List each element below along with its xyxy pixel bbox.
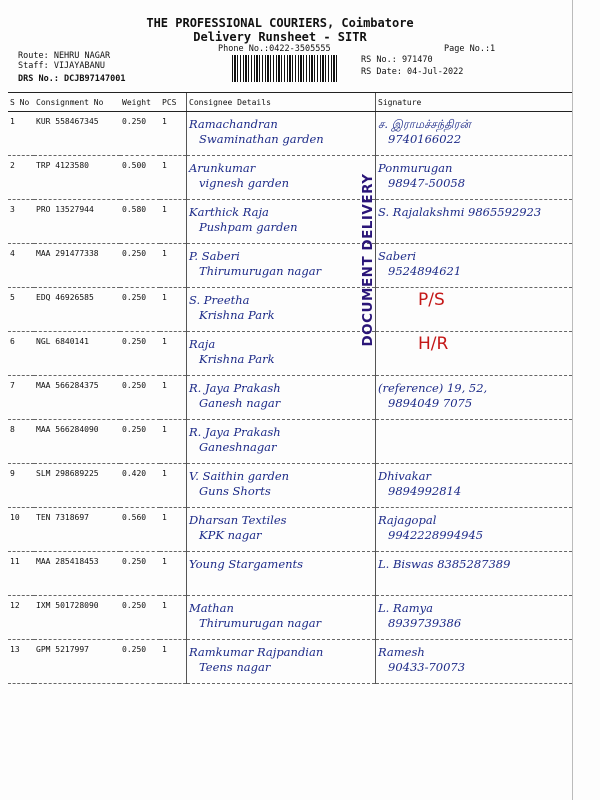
document-delivery-stamp	[357, 160, 379, 360]
row-consignee	[187, 112, 376, 156]
staff-label: Staff: VIJAYABANU	[18, 61, 105, 71]
consignee-address: Ganesh nagar	[199, 396, 281, 410]
row-signature	[376, 552, 573, 596]
signature-phone: 9942228994945	[388, 528, 484, 542]
row-pcs: 1	[160, 244, 187, 288]
signature-mark: Dhivakar	[378, 469, 431, 483]
row-weight: 0.250	[120, 112, 160, 156]
row-consignee	[187, 464, 376, 508]
col-weight: Weight	[120, 93, 160, 112]
table-row	[8, 200, 572, 244]
consignee-name: Mathan	[189, 601, 234, 615]
row-signature	[376, 112, 573, 156]
row-consignment-no: MAA 566284090	[34, 420, 120, 464]
table-row	[8, 420, 572, 464]
row-signature	[376, 332, 573, 376]
consignee-address: KPK nagar	[199, 528, 262, 542]
barcode-icon	[232, 55, 337, 82]
col-signature: Signature	[376, 93, 573, 112]
row-consignee	[187, 640, 376, 684]
row-pcs: 1	[160, 332, 187, 376]
row-pcs: 1	[160, 376, 187, 420]
row-consignee	[187, 552, 376, 596]
signature-phone: 8939739386	[388, 616, 462, 630]
row-consignment-no: MAA 291477338	[34, 244, 120, 288]
row-pcs: 1	[160, 552, 187, 596]
consignee-address: Thirumurugan nagar	[199, 264, 322, 278]
row-consignment-no: MAA 285418453	[34, 552, 120, 596]
table-row	[8, 596, 572, 640]
stamp-text: DOCUMENT DELIVERY	[360, 173, 376, 347]
row-pcs: 1	[160, 288, 187, 332]
row-pcs: 1	[160, 640, 187, 684]
row-pcs: 1	[160, 420, 187, 464]
consignee-name: R. Jaya Prakash	[189, 381, 281, 395]
consignee-name: Dharsan Textiles	[189, 513, 287, 527]
table-row	[8, 552, 572, 596]
row-sno: 11	[8, 552, 34, 596]
consignee-name: Young Stargaments	[189, 557, 304, 571]
row-sno: 3	[8, 200, 34, 244]
table-row	[8, 640, 572, 684]
row-signature	[376, 376, 573, 420]
row-consignment-no: SLM 298689225	[34, 464, 120, 508]
row-sno: 12	[8, 596, 34, 640]
consignee-name: S. Preetha	[189, 293, 250, 307]
consignee-address: Thirumurugan nagar	[199, 616, 322, 630]
row-weight: 0.580	[120, 200, 160, 244]
row-consignee	[187, 288, 376, 332]
route-label: Route: NEHRU NAGAR	[18, 51, 111, 61]
consignee-address: Teens nagar	[199, 660, 271, 674]
page-edge	[572, 0, 573, 800]
row-weight: 0.250	[120, 552, 160, 596]
consignee-name: Karthick Raja	[189, 205, 269, 219]
row-signature	[376, 288, 573, 332]
row-consignment-no: TEN 7318697	[34, 508, 120, 552]
row-consignee	[187, 332, 376, 376]
consignee-address: Guns Shorts	[199, 484, 271, 498]
col-sno: S No	[8, 93, 34, 112]
signature-mark: (reference) 19, 52,	[378, 381, 488, 395]
row-sno: 13	[8, 640, 34, 684]
table-row	[8, 332, 572, 376]
page-number: Page No.:1	[444, 44, 496, 54]
row-sno: 7	[8, 376, 34, 420]
table-row	[8, 112, 572, 156]
signature-mark: L. Ramya	[378, 601, 433, 615]
row-consignment-no: PRO 13527944	[34, 200, 120, 244]
row-signature	[376, 596, 573, 640]
row-weight: 0.250	[120, 596, 160, 640]
row-consignment-no: MAA 566284375	[34, 376, 120, 420]
signature-mark: P/S	[418, 290, 445, 310]
consignee-address: Pushpam garden	[199, 220, 298, 234]
row-weight: 0.420	[120, 464, 160, 508]
signature-mark: Ramesh	[378, 645, 425, 659]
col-consignment: Consignment No	[34, 93, 120, 112]
row-sno: 2	[8, 156, 34, 200]
row-pcs: 1	[160, 156, 187, 200]
phone-number: Phone No.:0422-3505555	[218, 44, 331, 54]
row-weight: 0.250	[120, 244, 160, 288]
row-sno: 6	[8, 332, 34, 376]
row-signature	[376, 640, 573, 684]
col-pcs: PCS	[160, 93, 187, 112]
row-signature	[376, 508, 573, 552]
row-signature	[376, 420, 573, 464]
signature-phone: 9894992814	[388, 484, 462, 498]
row-pcs: 1	[160, 508, 187, 552]
signature-mark: H/R	[418, 334, 449, 354]
signature-mark: L. Biswas 8385287389	[378, 557, 511, 571]
table-row	[8, 464, 572, 508]
consignee-address: vignesh garden	[199, 176, 290, 190]
row-consignment-no: KUR 558467345	[34, 112, 120, 156]
row-weight: 0.250	[120, 640, 160, 684]
row-weight: 0.250	[120, 376, 160, 420]
row-sno: 1	[8, 112, 34, 156]
consignee-name: Arunkumar	[189, 161, 256, 175]
row-consignment-no: GPM 5217997	[34, 640, 120, 684]
row-weight: 0.560	[120, 508, 160, 552]
row-weight: 0.250	[120, 332, 160, 376]
row-consignment-no: EDQ 46926585	[34, 288, 120, 332]
row-consignment-no: TRP 4123580	[34, 156, 120, 200]
row-pcs: 1	[160, 464, 187, 508]
signature-mark: Saberi	[378, 249, 417, 263]
signature-mark: S. Rajalakshmi 9865592923	[378, 205, 542, 219]
row-consignment-no: NGL 6840141	[34, 332, 120, 376]
signature-mark: Ponmurugan	[378, 161, 453, 175]
row-signature	[376, 156, 573, 200]
row-consignee	[187, 156, 376, 200]
row-consignee	[187, 508, 376, 552]
row-consignee	[187, 420, 376, 464]
consignee-name: V. Saithin garden	[189, 469, 290, 483]
row-consignee	[187, 200, 376, 244]
table-header-row	[8, 93, 572, 112]
row-signature	[376, 200, 573, 244]
consignee-name: P. Saberi	[189, 249, 240, 263]
row-signature	[376, 244, 573, 288]
row-sno: 5	[8, 288, 34, 332]
table-row	[8, 156, 572, 200]
row-weight: 0.250	[120, 288, 160, 332]
consignee-address: Krishna Park	[199, 308, 275, 322]
col-consignee: Consignee Details	[187, 93, 376, 112]
row-sno: 10	[8, 508, 34, 552]
consignee-name: Ramachandran	[189, 117, 278, 131]
runsheet-title: Delivery Runsheet - SITR	[193, 30, 367, 44]
row-signature	[376, 464, 573, 508]
signature-mark: ச. இராமச்சந்திரன்	[378, 117, 471, 131]
row-weight: 0.250	[120, 420, 160, 464]
row-consignee	[187, 376, 376, 420]
row-consignee	[187, 596, 376, 640]
consignee-name: Ramkumar Rajpandian	[189, 645, 324, 659]
signature-phone: 9524894621	[388, 264, 462, 278]
signature-phone: 90433-70073	[388, 660, 466, 674]
consignee-name: Raja	[189, 337, 216, 351]
row-pcs: 1	[160, 200, 187, 244]
signature-mark: Rajagopal	[378, 513, 437, 527]
row-consignee	[187, 244, 376, 288]
consignee-address: Ganeshnagar	[199, 440, 277, 454]
rs-number: RS No.: 971470	[361, 55, 433, 65]
row-sno: 8	[8, 420, 34, 464]
row-sno: 4	[8, 244, 34, 288]
company-title: THE PROFESSIONAL COURIERS, Coimbatore	[146, 16, 414, 30]
row-consignment-no: IXM 501728090	[34, 596, 120, 640]
signature-phone: 9894049 7075	[388, 396, 473, 410]
consignee-address: Swaminathan garden	[199, 132, 324, 146]
table-row	[8, 288, 572, 332]
consignee-name: R. Jaya Prakash	[189, 425, 281, 439]
row-pcs: 1	[160, 112, 187, 156]
row-weight: 0.500	[120, 156, 160, 200]
table-row	[8, 508, 572, 552]
row-pcs: 1	[160, 596, 187, 640]
drs-number: DRS No.: DCJB97147001	[18, 74, 126, 84]
consignee-address: Krishna Park	[199, 352, 275, 366]
runsheet-table	[8, 92, 572, 684]
table-row	[8, 244, 572, 288]
signature-phone: 9740166022	[388, 132, 462, 146]
rs-date: RS Date: 04-Jul-2022	[361, 67, 464, 77]
table-row	[8, 376, 572, 420]
row-sno: 9	[8, 464, 34, 508]
signature-phone: 98947-50058	[388, 176, 466, 190]
